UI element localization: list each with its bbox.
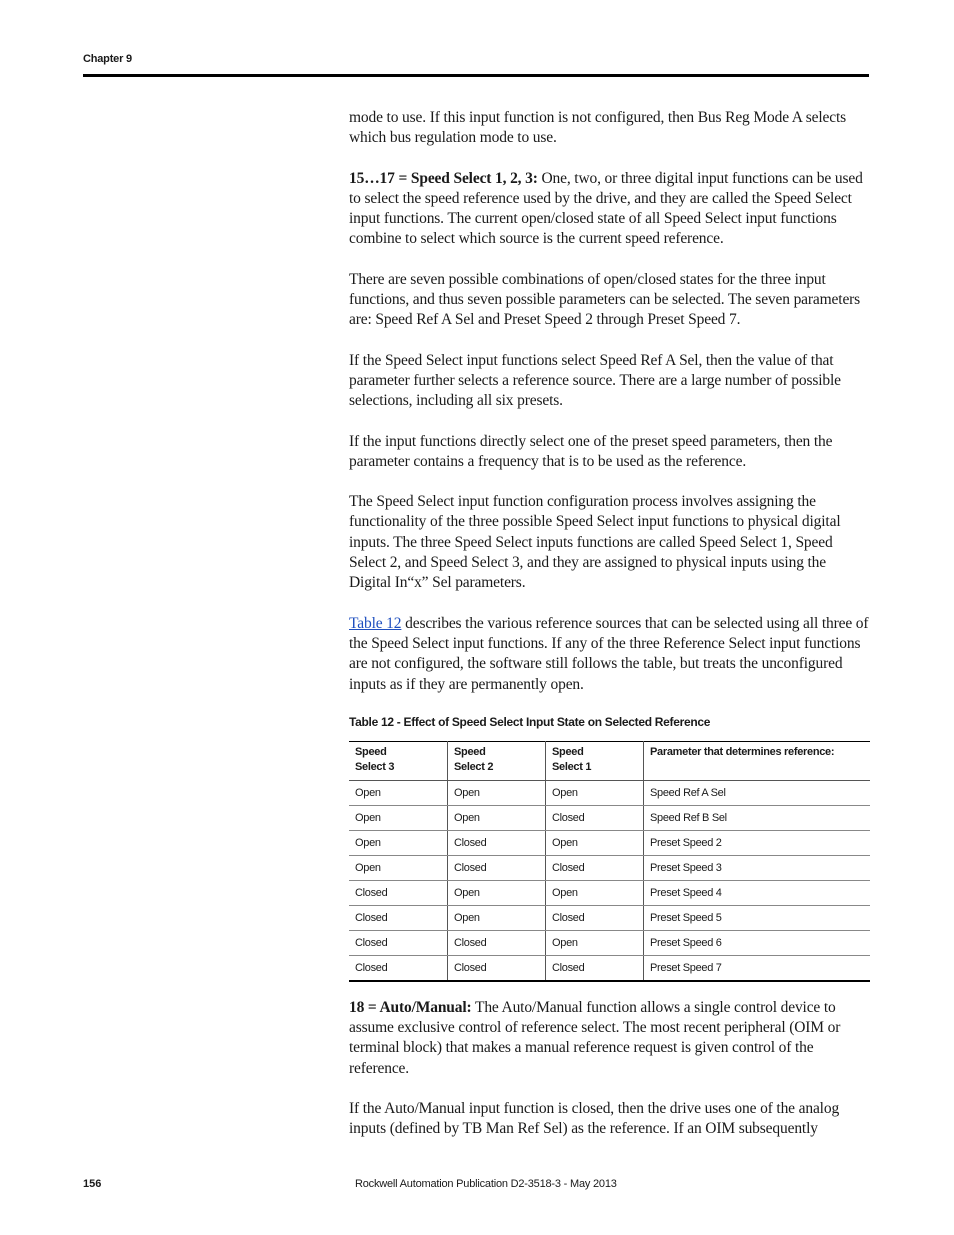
paragraph-speed-ref-a: If the Speed Select input functions select Speed Ref A Sel, then the value of that parameter further selects a reference source. There are a large number of possible selections, including all six presets.: [349, 351, 841, 410]
table-cell: Preset Speed 2: [644, 830, 871, 855]
table-cell: Open: [448, 780, 546, 805]
table-header-cell: [349, 741, 448, 780]
table-row: [349, 955, 870, 981]
publication-info: Rockwell Automation Publication D2-3518-3 - May 2013: [355, 1178, 617, 1190]
paragraph-combinations: There are seven possible combinations of open/closed states for the three input functions, and thus seven possible parameters can be selected. The seven parameters are: Speed Ref A Sel and Preset Speed 2 through Preset Speed 7.: [349, 270, 861, 329]
header-line: Speed: [552, 745, 584, 758]
table-header-cell: [448, 741, 546, 780]
table-body: [349, 780, 870, 981]
table-row: [349, 855, 870, 880]
table-cell: Preset Speed 7: [644, 955, 871, 981]
table-header-cell: [644, 741, 871, 780]
paragraph-auto-manual-closed: If the Auto/Manual input function is closed, then the drive uses one of the analog inputs (defined by TB Man Ref Sel) as the reference. If an OIM subsequently: [349, 1100, 840, 1138]
table-cell: Closed: [448, 930, 546, 955]
table-row: [349, 880, 870, 905]
speed-select-text: One, two, or three digital input functions can be used to select the speed reference used by the drive, and they are called the Speed Select input functions. The current open/closed state of all Speed Select input functions combine to select which source is the current speed reference.: [349, 169, 863, 248]
table-cell: Closed: [448, 855, 546, 880]
table-cell: Open: [349, 830, 448, 855]
table-cell: Preset Speed 6: [644, 930, 871, 955]
table-cell: Open: [349, 855, 448, 880]
table-cell: Speed Ref A Sel: [644, 780, 871, 805]
table-row: [349, 905, 870, 930]
speed-select-heading: 15…17 = Speed Select 1, 2, 3:: [349, 169, 538, 187]
page-content: [349, 108, 869, 1160]
header-line: Select 2: [454, 760, 494, 773]
table-row: [349, 930, 870, 955]
auto-manual-text: The Auto/Manual function allows a single control device to assume exclusive control of reference select. The most recent peripheral (OIM or terminal block) that makes a manual reference request is given control of the reference.: [349, 998, 841, 1077]
table-cell: Closed: [448, 955, 546, 981]
paragraph-preset: If the input functions directly select one of the preset speed parameters, then the parameter contains a frequency that is to be used as the reference.: [349, 432, 833, 470]
table-cell: Closed: [355, 961, 388, 974]
header-line: Parameter that determines reference:: [650, 745, 835, 758]
table-cell: Closed: [349, 880, 448, 905]
table-cell: Open: [448, 905, 546, 930]
paragraph-table-intro: [349, 614, 869, 695]
paragraph-configuration: The Speed Select input function configuration process involves assigning the functionality of the three possible Speed Select input functions to physical digital inputs. The three Speed Select inputs functions are called Speed Select 1, Speed Select 2, and Speed Select 3, and they are assigned to physical inputs using the Digital In“x” Sel parameters.: [349, 493, 841, 592]
table-cell: Closed: [546, 805, 644, 830]
table-cell: Open: [349, 780, 448, 805]
table-row: [349, 830, 870, 855]
table-cell: Closed: [546, 955, 644, 981]
table-header-cell: [546, 741, 644, 780]
table-cell: Open: [448, 805, 546, 830]
table-cell: Preset Speed 4: [644, 880, 871, 905]
table-cell: Closed: [349, 905, 448, 930]
chapter-label: Chapter 9: [83, 53, 132, 65]
table-cell: Open: [546, 880, 644, 905]
table-intro-text: describes the various reference sources that can be selected using all three of the Speed Select input functions. If any of the three Reference Select input functions are not configured, the software still follows the table, but treats the unconfigured inputs as if they are permanently open.: [349, 614, 869, 693]
table-cell: Closed: [349, 930, 448, 955]
table-cell: Closed: [546, 855, 644, 880]
header-line: Select 3: [355, 760, 395, 773]
table-cell: Preset Speed 3: [644, 855, 871, 880]
table-12-link[interactable]: Table 12: [349, 614, 402, 632]
paragraph-bus-reg: mode to use. If this input function is not configured, then Bus Reg Mode A selects which bus regulation mode to use.: [349, 109, 846, 147]
table-cell: Open: [349, 805, 448, 830]
page-number: 156: [83, 1178, 102, 1190]
header-rule: [83, 74, 869, 77]
table-cell: Closed: [546, 905, 644, 930]
header-line: Speed: [355, 745, 387, 758]
table-header-row: [349, 741, 870, 780]
table-cell: Open: [448, 880, 546, 905]
table-cell: Speed Ref B Sel: [644, 805, 871, 830]
table-cell: Closed: [448, 830, 546, 855]
table-cell: Open: [546, 930, 644, 955]
speed-select-table: [349, 741, 870, 982]
header-line: Speed: [454, 745, 486, 758]
table-row: [349, 780, 870, 805]
paragraph-speed-select: [349, 169, 869, 250]
header-line: Select 1: [552, 760, 592, 773]
table-cell: Preset Speed 5: [644, 905, 871, 930]
table-cell: Open: [546, 780, 644, 805]
table-row: [349, 805, 870, 830]
table-caption: Table 12 - Effect of Speed Select Input State on Selected Reference: [349, 714, 711, 729]
table-cell: Open: [546, 830, 644, 855]
paragraph-auto-manual: [349, 998, 869, 1079]
auto-manual-heading: 18 = Auto/Manual:: [349, 998, 472, 1016]
